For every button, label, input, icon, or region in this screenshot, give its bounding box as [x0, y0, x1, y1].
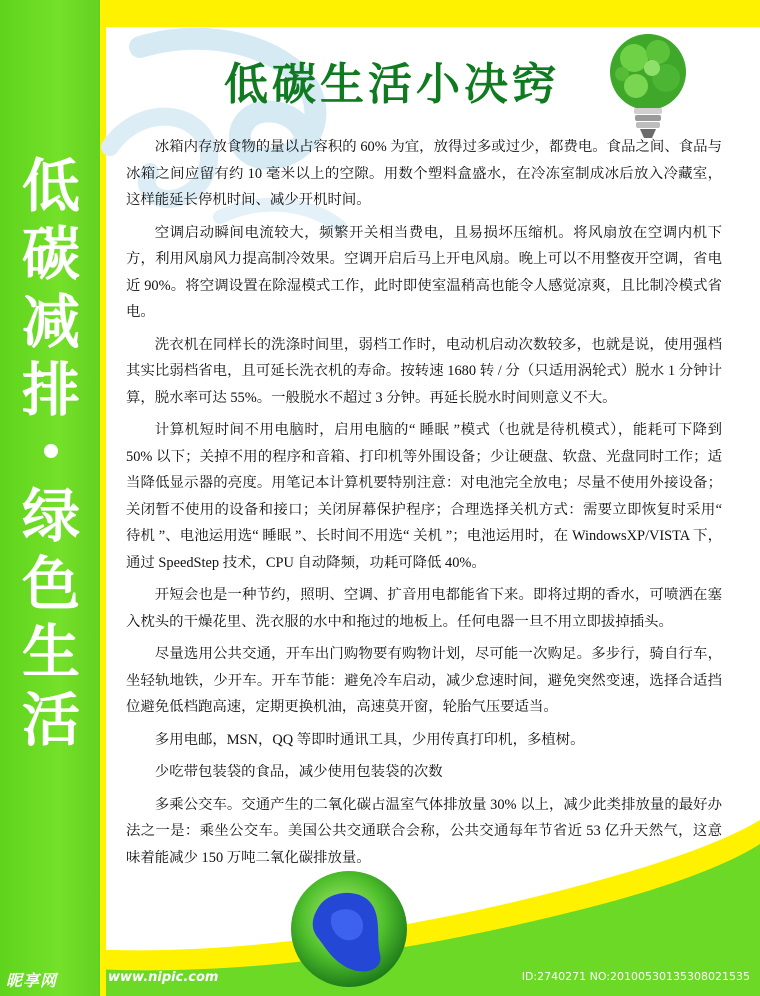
tip-paragraph: 多用电邮，MSN，QQ 等即时通讯工具，少用传真打印机，多植树。 — [154, 731, 585, 748]
green-bulb-icon — [600, 28, 696, 140]
tip-paragraph: 少吃带包装袋的食品，减少使用包装袋的次数 — [154, 764, 443, 780]
vertical-slogan — [18, 152, 84, 754]
tip-paragraph: 尽量选用公共交通，开车出门购物要有购物计划，尽可能一次购足。多步行，骑自行车，坐轻轨地铁，少开车。开车节能：避免冷车启动，减少怠速时间，避免突然变速，选择合适挡位避免低档跑高速，定期更换机油，高速莫开窗，轮胎气压要适当。 — [126, 646, 722, 715]
tips-body — [126, 134, 722, 877]
globe-icon — [288, 868, 410, 990]
slogan-separator-dot — [44, 444, 58, 458]
tip-paragraph: 洗衣机在同样长的洗涤时间里，弱档工作时，电动机启动次数较多，也就是说，使用强档其实比弱档省电，且可延长洗衣机的寿命。按转速 1680 转 / 分（只适用涡轮式）脱水 1 分钟计算，脱水率可达 55%。一般脱水不超过 3 分钟。再延长脱水时间则意义不大。 — [126, 336, 722, 406]
slogan-char: 活 — [21, 686, 80, 754]
page-title: 低碳生活小决窍 — [224, 59, 560, 110]
watermark-logo: 昵享网 — [6, 971, 58, 990]
top-yellow-bar — [0, 0, 760, 27]
slogan-char: 色 — [21, 550, 80, 618]
slogan-char: 减 — [21, 288, 80, 356]
watermark-id: ID:2740271 NO:20100530135308021535 — [521, 970, 750, 983]
tip-paragraph: 多乘公交车。交通产生的二氧化碳占温室气体排放量 30% 以上，减少此类排放量的最好办法之一是：乘坐公交车。美国公共交通联合会称，公共交通每年节省近 53 亿升天然气，这意味着能减少 150 万吨二氧化碳排放量。 — [126, 796, 722, 866]
tip-paragraph: 空调启动瞬间电流较大，频繁开关相当费电，且易损坏压缩机。将风扇放在空调内机下方，利用风扇风力提高制冷效果。空调开启后马上开电风扇。晚上可以不用整夜开空调，省电近 90%。将空调设置在除湿模式工作，此时即使室温稍高也能令人感觉凉爽，且比制冷模式省电。 — [126, 224, 722, 320]
slogan-char: 排 — [21, 356, 80, 424]
tip-paragraph: 冰箱内存放食物的量以占容积的 60% 为宜，放得过多或过少，都费电。食品之间、食品与冰箱之间应留有约 10 毫米以上的空隙。用数个塑料盒盛水，在冷冻室制成冰后放入冷藏室，这样能延长停机时间、减少开机时间。 — [126, 139, 722, 208]
tip-paragraph: 计算机短时间不用电脑时，启用电脑的“ 睡眠 ”模式（也就是待机模式），能耗可下降到 50% 以下；关掉不用的程序和音箱、打印机等外围设备；少让硬盘、软盘、光盘同时工作；适当降低显示器的亮度。用笔记本计算机要特别注意：对电池完全放电；尽量不使用外接设备；关闭暂不使用的设备和接口；关闭屏幕保护程序；合理选择关机方式：需要立即恢复时采用“ 待机 ”、电池运用选“ 睡眠 ”、长时间不用选“ 关机 ”；电池运用时，在 WindowsXP/VISTA 下，通过 SpeedStep 技术，CPU 自动降频，功耗可降低 40%。 — [126, 422, 722, 571]
slogan-char: 低 — [21, 152, 80, 220]
slogan-char: 绿 — [21, 482, 80, 550]
slogan-char: 碳 — [21, 220, 80, 288]
tip-paragraph: 开短会也是一种节约，照明、空调、扩音用电都能省下来。即将过期的香水，可喷洒在塞入枕头的干燥花里、洗衣服的水中和拖过的地板上。任何电器一旦不用立即拔掉插头。 — [126, 587, 722, 630]
watermark-url: www.nipic.com — [108, 970, 219, 985]
slogan-char: 生 — [21, 618, 80, 686]
